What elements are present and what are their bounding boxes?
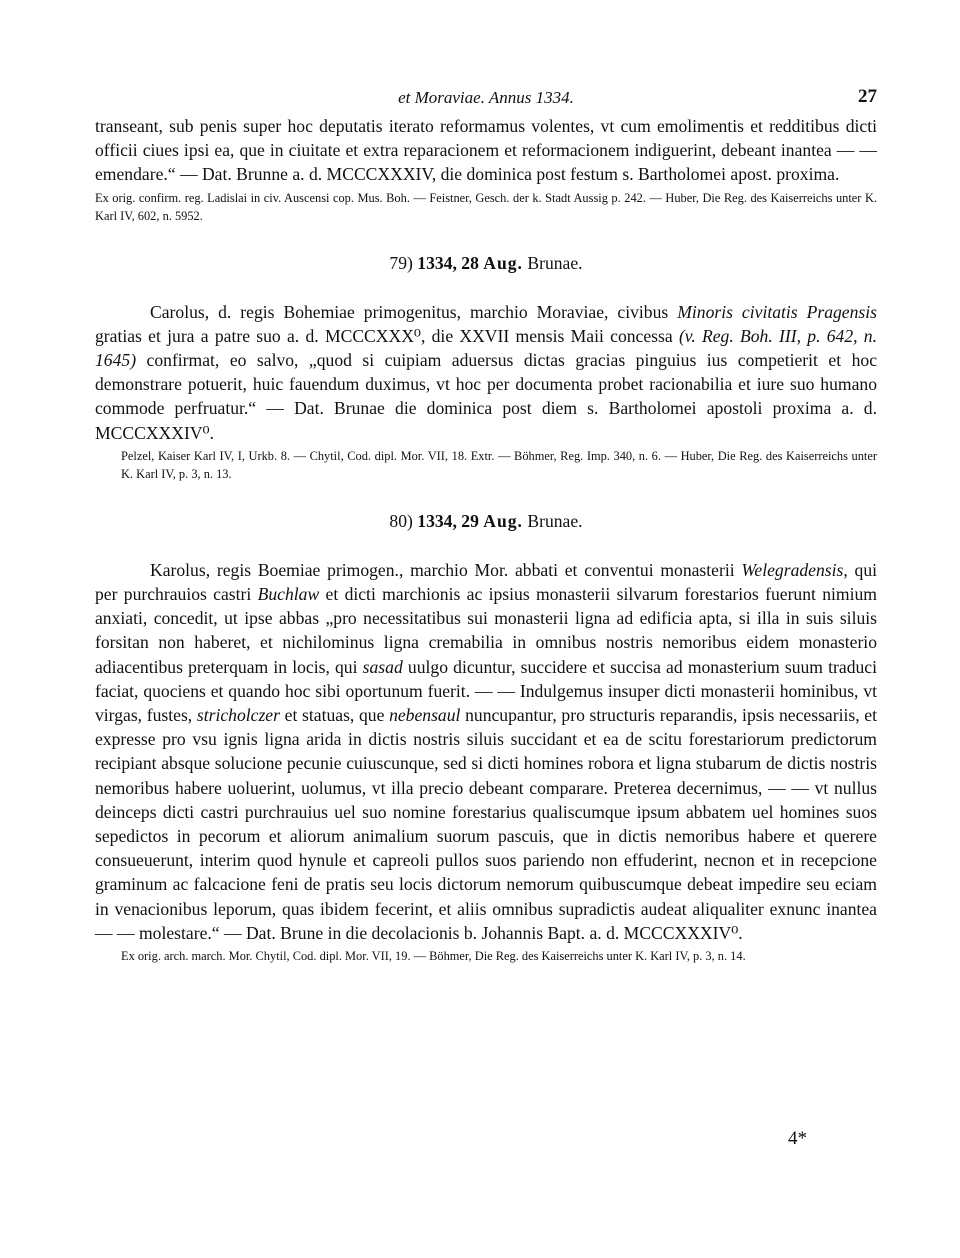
entry-80-note: Ex orig. arch. march. Mor. Chytil, Cod. dipl. Mor. VII, 19. — Böhmer, Die Reg. des Kaiserreichs unter K. Karl IV, p. 3, n. 14. [121,949,746,964]
entry-79-number: 79) [389,252,413,273]
header-title: et Moraviae. Annus 1334. [398,88,574,107]
entry-80-heading [95,511,877,532]
entry-79-heading [95,253,877,274]
entry-80-place: Brunae. [527,510,583,531]
entry-79-place: Brunae. [527,252,583,273]
entry-78-note: Ex orig. confirm. reg. Ladislai in civ. Auscensi cop. Mus. Boh. — Feistner, Gesch. der k. Stadt Aussig p. 242. — Huber, Die Reg. des Kaiserreichs unter K. Karl IV, 602, n. 5952. [95,190,877,223]
entry-80-date: 1334, 29 [417,510,479,531]
entry-80-text: Karolus, regis Boemiae primogen., marchio Mor. abbati et conventui monasterii Welegradensis, qui per purchrauios castri Buchlaw et dicti marchionis ac ipsius monasterii silvarum forestarios fuerunt nimium anxiati, concedit, ut ipse abbas „pro necessitatibus sui monasterii ligna ad edificia apta, si illa in suis siluis forsitan non haberet, et nichilominus ligna cremabilia in omnibus nostris nemoribus eidem monasterio adiacentibus preterquam in locis, qui sasad uulgo dicuntur, succidere et succisa ad monasterium suum traduci faciat, quociens et quando hoc sibi oportunum fuerit. — — Indulgemus insuper dicti monasterii hominibus, vt virgas, fustes, stricholczer et statuas, que nebensaul nuncupantur, pro structuris reparandis, ipsis necessariis, et expresse pro vsu ignis ligna arida in dictis nostris siluis succidant et ea de scitu forestariorum predictorum recipiant absque solucione pecunie cuiuscunque, sed si dicti homines robora et ligna stubarum de dictis nostris nemoribus habere uoluerint, uolumus, vt illa precio debeant comparare. Preterea decernimus, — — vt nullus deinceps dicti castri purchrauius uel suo nomine forestarius qualiscumque ipsum abbatem uel homines suos sepedictos in pecorum et aliorum animalium suorum pascuis, que in dictis nemoribus habere et querere consueuerunt, interim quod hynule et capreoli pullos suos pariendo non effuderint, necnon et in recepcione graminum ac falcacione feni de pratis seu locis dictorum nemorum quibuscumque debeat impedire seu eciam in venacionibus leporum, quas ibidem fecerint, et aliis omnibus supradictis audeat aliqualiter exnunc inantea — — molestare.“ — Dat. Brune in die decolacionis b. Johannis Bapt. a. d. MCCCXXXIV⁰. [95,559,878,943]
entry-80-month: Aug. [483,510,523,531]
entry-78-text: transeant, sub penis super hoc deputatis iterato reformamus volentes, vt cum emolimentis et redditibus dicti officii ciues ipsi ea, que in ciuitate et extra reparacionem et reformacionem indiguerint, debeant inantea — — emendare.“ — Dat. Brunne a. d. MCCCXXXIV, die dominica post festum s. Bartholomei apost. proxima. [95,116,877,185]
running-header [95,88,877,114]
entry-79-month: Aug. [483,252,523,273]
entry-79-note: Pelzel, Kaiser Karl IV, I, Urkb. 8. — Chytil, Cod. dipl. Mor. VII, 18. Extr. — Böhmer, Reg. Imp. 340, n. 6. — Huber, Die Reg. des Kaiserreichs unter K. Karl IV, p. 3, n. 13. [121,448,877,481]
entry-80-number: 80) [389,510,413,531]
page-number: 27 [858,86,877,107]
entry-79-date: 1334, 28 [417,252,479,273]
entry-79-text: Carolus, d. regis Bohemiae primogenitus, marchio Moraviae, civibus Minoris civitatis Pragensis gratias et jura a patre suo a. d. MCCCXXX⁰, die XXVII mensis Maii concessa (v. Reg. Boh. III, p. 642, n. 1645) confirmat, eo salvo, „quod si cuipiam aduersus dictas gracias pinguius ius competierit et hoc demonstrare potuerit, huic fauendum duximus, vt hoc per documenta probet racionabilia et iure suo humano commode perfruatur.“ — Dat. Brunae die dominica post diem s. Bartholomei apostoli proxima a. d. MCCCXXXIV⁰. [95,301,877,443]
page [95,88,877,965]
signature-mark: 4* [788,1128,807,1149]
